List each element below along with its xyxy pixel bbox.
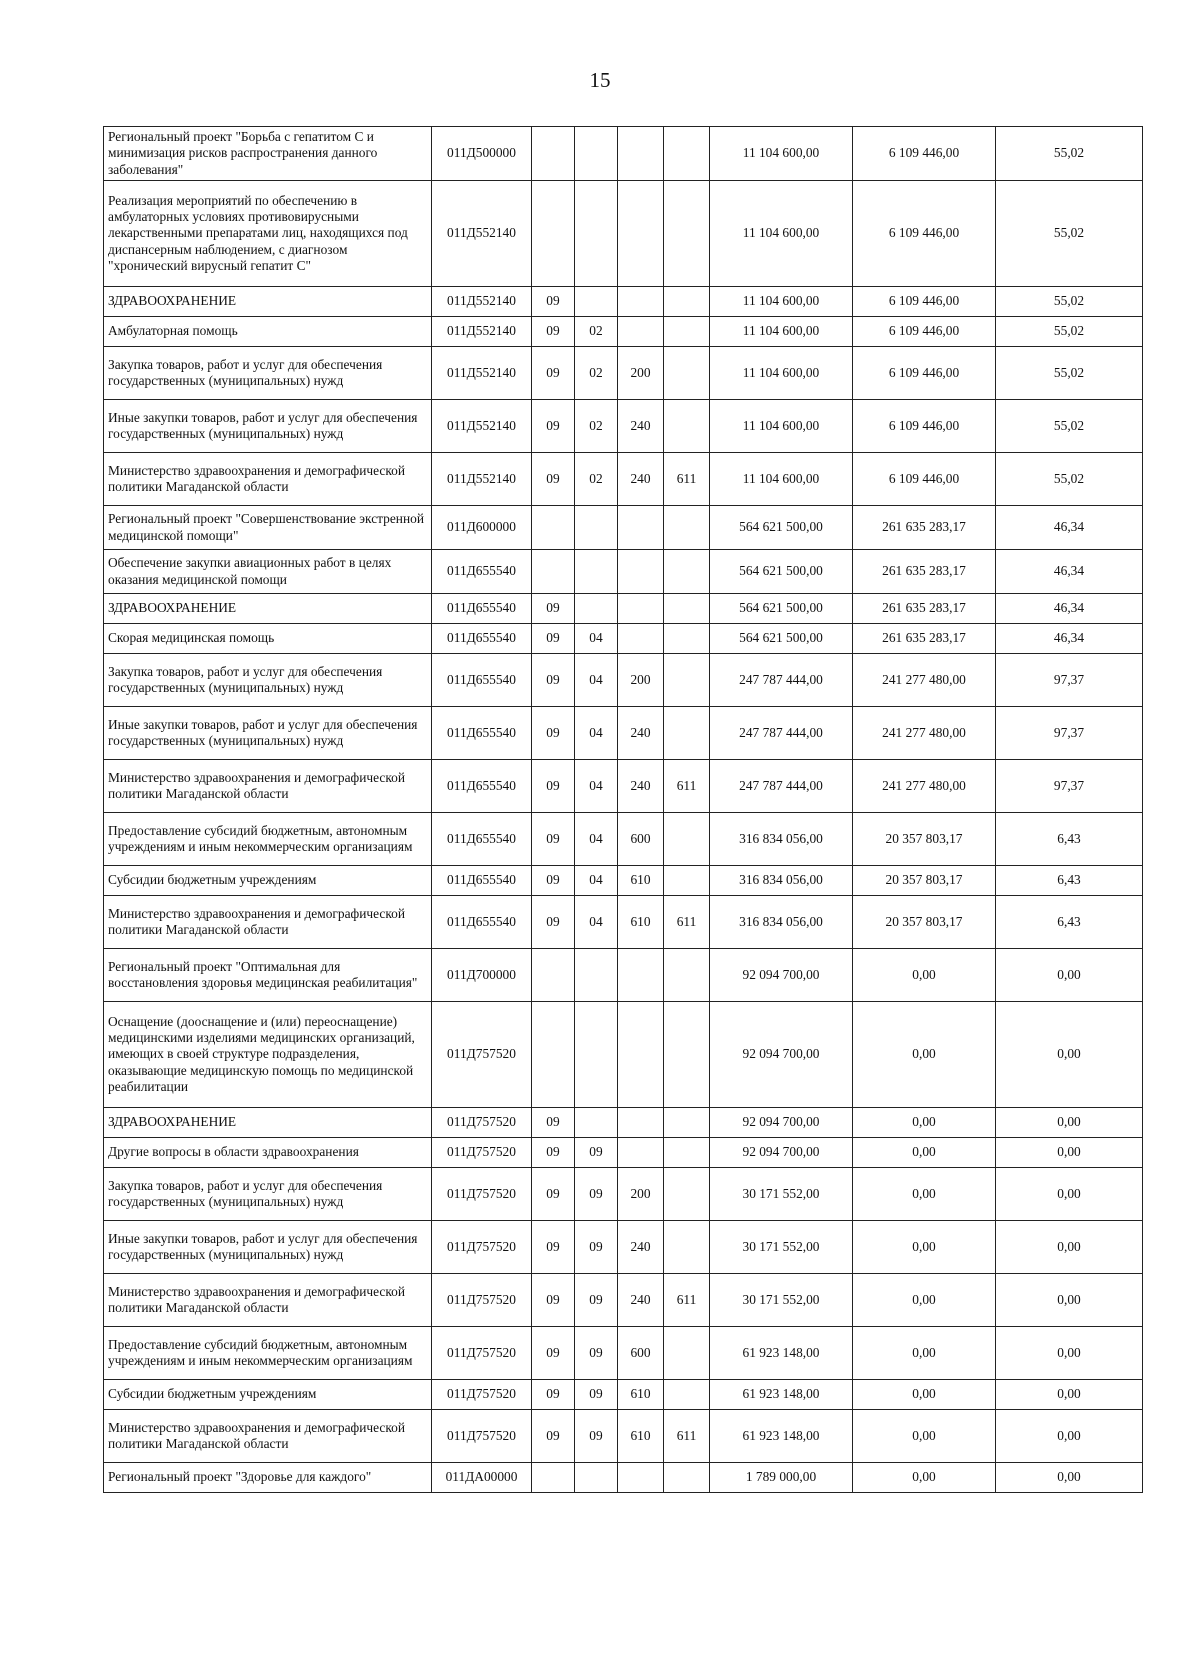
row-admin-code xyxy=(664,813,710,866)
page-number: 15 xyxy=(589,68,611,92)
row-admin-code xyxy=(664,1108,710,1138)
row-target-code: 011Д655540 xyxy=(432,594,532,624)
row-section: 09 xyxy=(532,1380,575,1410)
row-plan-amount: 564 621 500,00 xyxy=(710,550,853,594)
row-percent: 97,37 xyxy=(996,760,1143,813)
row-admin-code xyxy=(664,594,710,624)
row-percent: 97,37 xyxy=(996,707,1143,760)
row-actual-amount: 0,00 xyxy=(853,1108,996,1138)
row-percent: 6,43 xyxy=(996,813,1143,866)
row-subsection xyxy=(575,506,618,550)
row-admin-code xyxy=(664,181,710,287)
row-target-code: 011Д757520 xyxy=(432,1327,532,1380)
table-row xyxy=(104,813,1143,866)
row-plan-amount: 247 787 444,00 xyxy=(710,760,853,813)
row-actual-amount: 261 635 283,17 xyxy=(853,506,996,550)
table-row xyxy=(104,1327,1143,1380)
row-name: Реализация мероприятий по обеспечению в амбулаторных условиях противовирусными лекарственными препаратами лиц, находящихся под диспансерным наблюдением, с диагнозом "хронический вирусный гепатит С" xyxy=(104,181,432,287)
table-row xyxy=(104,181,1143,287)
row-target-code: 011Д757520 xyxy=(432,1108,532,1138)
row-actual-amount: 241 277 480,00 xyxy=(853,760,996,813)
row-target-code: 011Д500000 xyxy=(432,127,532,181)
row-expense-type xyxy=(618,506,664,550)
row-target-code: 011Д757520 xyxy=(432,1221,532,1274)
row-section: 09 xyxy=(532,1108,575,1138)
row-plan-amount: 30 171 552,00 xyxy=(710,1274,853,1327)
row-percent: 0,00 xyxy=(996,1168,1143,1221)
row-actual-amount: 0,00 xyxy=(853,1168,996,1221)
row-percent: 97,37 xyxy=(996,654,1143,707)
row-admin-code xyxy=(664,624,710,654)
row-section xyxy=(532,506,575,550)
row-section xyxy=(532,1463,575,1493)
row-percent: 0,00 xyxy=(996,1463,1143,1493)
row-admin-code xyxy=(664,1327,710,1380)
table-row xyxy=(104,594,1143,624)
row-name: Предоставление субсидий бюджетным, автономным учреждениям и иным некоммерческим организациям xyxy=(104,813,432,866)
row-expense-type xyxy=(618,1108,664,1138)
row-subsection xyxy=(575,181,618,287)
row-section: 09 xyxy=(532,1327,575,1380)
row-actual-amount: 0,00 xyxy=(853,1327,996,1380)
row-percent: 46,34 xyxy=(996,594,1143,624)
row-expense-type: 240 xyxy=(618,1221,664,1274)
row-admin-code: 611 xyxy=(664,896,710,949)
row-actual-amount: 0,00 xyxy=(853,1380,996,1410)
row-name: Обеспечение закупки авиационных работ в целях оказания медицинской помощи xyxy=(104,550,432,594)
row-expense-type: 240 xyxy=(618,453,664,506)
row-plan-amount: 11 104 600,00 xyxy=(710,453,853,506)
table-row xyxy=(104,949,1143,1002)
row-name: Иные закупки товаров, работ и услуг для обеспечения государственных (муниципальных) нужд xyxy=(104,1221,432,1274)
row-admin-code xyxy=(664,654,710,707)
row-plan-amount: 61 923 148,00 xyxy=(710,1410,853,1463)
row-subsection xyxy=(575,1002,618,1108)
row-percent: 55,02 xyxy=(996,287,1143,317)
row-target-code: 011Д552140 xyxy=(432,347,532,400)
row-actual-amount: 6 109 446,00 xyxy=(853,287,996,317)
row-target-code: 011ДА00000 xyxy=(432,1463,532,1493)
table-row xyxy=(104,400,1143,453)
row-plan-amount: 247 787 444,00 xyxy=(710,707,853,760)
row-actual-amount: 241 277 480,00 xyxy=(853,707,996,760)
row-target-code: 011Д757520 xyxy=(432,1410,532,1463)
row-section: 09 xyxy=(532,594,575,624)
row-percent: 0,00 xyxy=(996,1274,1143,1327)
row-plan-amount: 11 104 600,00 xyxy=(710,181,853,287)
row-plan-amount: 316 834 056,00 xyxy=(710,896,853,949)
row-section: 09 xyxy=(532,453,575,506)
table-row xyxy=(104,624,1143,654)
row-section: 09 xyxy=(532,1221,575,1274)
table-row xyxy=(104,654,1143,707)
row-actual-amount: 20 357 803,17 xyxy=(853,896,996,949)
row-admin-code xyxy=(664,347,710,400)
row-expense-type: 610 xyxy=(618,1380,664,1410)
row-percent: 0,00 xyxy=(996,1410,1143,1463)
row-admin-code xyxy=(664,1463,710,1493)
row-name: Амбулаторная помощь xyxy=(104,317,432,347)
row-actual-amount: 6 109 446,00 xyxy=(853,181,996,287)
row-expense-type xyxy=(618,624,664,654)
row-name: ЗДРАВООХРАНЕНИЕ xyxy=(104,287,432,317)
row-target-code: 011Д655540 xyxy=(432,550,532,594)
row-actual-amount: 6 109 446,00 xyxy=(853,453,996,506)
row-subsection: 02 xyxy=(575,400,618,453)
row-subsection xyxy=(575,1108,618,1138)
row-section: 09 xyxy=(532,1410,575,1463)
row-actual-amount: 0,00 xyxy=(853,1463,996,1493)
row-subsection: 04 xyxy=(575,760,618,813)
table-row xyxy=(104,1002,1143,1108)
row-name: Предоставление субсидий бюджетным, автономным учреждениям и иным некоммерческим организациям xyxy=(104,1327,432,1380)
table-row xyxy=(104,347,1143,400)
row-plan-amount: 11 104 600,00 xyxy=(710,400,853,453)
row-actual-amount: 20 357 803,17 xyxy=(853,866,996,896)
row-actual-amount: 261 635 283,17 xyxy=(853,550,996,594)
row-admin-code xyxy=(664,400,710,453)
row-expense-type: 240 xyxy=(618,707,664,760)
row-actual-amount: 0,00 xyxy=(853,1410,996,1463)
row-subsection: 04 xyxy=(575,813,618,866)
row-admin-code: 611 xyxy=(664,453,710,506)
row-expense-type: 600 xyxy=(618,813,664,866)
table-row xyxy=(104,1168,1143,1221)
row-actual-amount: 0,00 xyxy=(853,1002,996,1108)
table-body xyxy=(104,127,1143,1493)
row-subsection: 02 xyxy=(575,317,618,347)
row-admin-code xyxy=(664,287,710,317)
row-section xyxy=(532,127,575,181)
row-name: Региональный проект "Совершенствование экстренной медицинской помощи" xyxy=(104,506,432,550)
row-percent: 55,02 xyxy=(996,453,1143,506)
row-actual-amount: 6 109 446,00 xyxy=(853,347,996,400)
row-percent: 55,02 xyxy=(996,400,1143,453)
row-actual-amount: 0,00 xyxy=(853,1274,996,1327)
row-percent: 55,02 xyxy=(996,317,1143,347)
row-section: 09 xyxy=(532,813,575,866)
row-section: 09 xyxy=(532,707,575,760)
row-section: 09 xyxy=(532,896,575,949)
table-row xyxy=(104,707,1143,760)
row-percent: 0,00 xyxy=(996,1327,1143,1380)
row-name: Закупка товаров, работ и услуг для обеспечения государственных (муниципальных) нужд xyxy=(104,654,432,707)
row-admin-code xyxy=(664,550,710,594)
row-section: 09 xyxy=(532,654,575,707)
row-percent: 0,00 xyxy=(996,1221,1143,1274)
row-expense-type: 240 xyxy=(618,400,664,453)
row-admin-code xyxy=(664,1221,710,1274)
row-name: ЗДРАВООХРАНЕНИЕ xyxy=(104,594,432,624)
row-expense-type xyxy=(618,127,664,181)
row-subsection: 02 xyxy=(575,347,618,400)
row-target-code: 011Д552140 xyxy=(432,317,532,347)
row-subsection xyxy=(575,594,618,624)
row-section: 09 xyxy=(532,624,575,654)
table-row xyxy=(104,506,1143,550)
row-subsection xyxy=(575,949,618,1002)
row-percent: 46,34 xyxy=(996,550,1143,594)
row-subsection: 09 xyxy=(575,1168,618,1221)
row-percent: 0,00 xyxy=(996,1002,1143,1108)
table-row xyxy=(104,866,1143,896)
row-expense-type xyxy=(618,181,664,287)
row-plan-amount: 316 834 056,00 xyxy=(710,813,853,866)
row-plan-amount: 92 094 700,00 xyxy=(710,1138,853,1168)
row-expense-type: 200 xyxy=(618,654,664,707)
row-expense-type xyxy=(618,317,664,347)
table-row xyxy=(104,1221,1143,1274)
row-name: Субсидии бюджетным учреждениям xyxy=(104,866,432,896)
row-expense-type xyxy=(618,1138,664,1168)
row-percent: 0,00 xyxy=(996,1138,1143,1168)
row-target-code: 011Д552140 xyxy=(432,453,532,506)
table-row xyxy=(104,1274,1143,1327)
row-name: Министерство здравоохранения и демографической политики Магаданской области xyxy=(104,760,432,813)
row-section xyxy=(532,550,575,594)
row-section: 09 xyxy=(532,1274,575,1327)
row-subsection: 04 xyxy=(575,654,618,707)
row-expense-type: 610 xyxy=(618,866,664,896)
row-name: Закупка товаров, работ и услуг для обеспечения государственных (муниципальных) нужд xyxy=(104,1168,432,1221)
row-expense-type xyxy=(618,594,664,624)
row-name: Региональный проект "Здоровье для каждого" xyxy=(104,1463,432,1493)
row-target-code: 011Д757520 xyxy=(432,1002,532,1108)
row-admin-code xyxy=(664,1138,710,1168)
row-name: Субсидии бюджетным учреждениям xyxy=(104,1380,432,1410)
row-target-code: 011Д552140 xyxy=(432,400,532,453)
row-actual-amount: 0,00 xyxy=(853,949,996,1002)
row-target-code: 011Д655540 xyxy=(432,896,532,949)
row-plan-amount: 30 171 552,00 xyxy=(710,1221,853,1274)
row-percent: 6,43 xyxy=(996,896,1143,949)
row-section: 09 xyxy=(532,317,575,347)
row-percent: 0,00 xyxy=(996,1108,1143,1138)
row-actual-amount: 6 109 446,00 xyxy=(853,317,996,347)
row-name: Другие вопросы в области здравоохранения xyxy=(104,1138,432,1168)
row-plan-amount: 11 104 600,00 xyxy=(710,317,853,347)
row-target-code: 011Д655540 xyxy=(432,866,532,896)
row-section: 09 xyxy=(532,287,575,317)
row-admin-code xyxy=(664,506,710,550)
row-expense-type: 240 xyxy=(618,760,664,813)
row-section: 09 xyxy=(532,1168,575,1221)
row-name: Министерство здравоохранения и демографической политики Магаданской области xyxy=(104,453,432,506)
row-admin-code xyxy=(664,866,710,896)
row-target-code: 011Д655540 xyxy=(432,707,532,760)
row-expense-type: 610 xyxy=(618,896,664,949)
row-actual-amount: 261 635 283,17 xyxy=(853,594,996,624)
table-row xyxy=(104,550,1143,594)
row-target-code: 011Д552140 xyxy=(432,287,532,317)
row-expense-type xyxy=(618,287,664,317)
row-actual-amount: 241 277 480,00 xyxy=(853,654,996,707)
row-expense-type: 240 xyxy=(618,1274,664,1327)
row-admin-code: 611 xyxy=(664,760,710,813)
row-name: Скорая медицинская помощь xyxy=(104,624,432,654)
row-plan-amount: 61 923 148,00 xyxy=(710,1327,853,1380)
row-plan-amount: 564 621 500,00 xyxy=(710,506,853,550)
row-admin-code xyxy=(664,317,710,347)
row-subsection: 09 xyxy=(575,1380,618,1410)
row-actual-amount: 261 635 283,17 xyxy=(853,624,996,654)
row-name: Министерство здравоохранения и демографической политики Магаданской области xyxy=(104,896,432,949)
row-section xyxy=(532,181,575,287)
row-plan-amount: 61 923 148,00 xyxy=(710,1380,853,1410)
row-percent: 6,43 xyxy=(996,866,1143,896)
row-admin-code xyxy=(664,1380,710,1410)
table-row xyxy=(104,1410,1143,1463)
row-target-code: 011Д700000 xyxy=(432,949,532,1002)
row-plan-amount: 92 094 700,00 xyxy=(710,949,853,1002)
row-expense-type: 200 xyxy=(618,347,664,400)
row-plan-amount: 1 789 000,00 xyxy=(710,1463,853,1493)
row-plan-amount: 11 104 600,00 xyxy=(710,287,853,317)
row-target-code: 011Д600000 xyxy=(432,506,532,550)
row-actual-amount: 6 109 446,00 xyxy=(853,127,996,181)
row-plan-amount: 564 621 500,00 xyxy=(710,594,853,624)
table-row xyxy=(104,1108,1143,1138)
row-actual-amount: 0,00 xyxy=(853,1138,996,1168)
row-target-code: 011Д757520 xyxy=(432,1274,532,1327)
row-subsection: 04 xyxy=(575,866,618,896)
table-row xyxy=(104,1380,1143,1410)
row-percent: 0,00 xyxy=(996,949,1143,1002)
row-expense-type: 200 xyxy=(618,1168,664,1221)
row-plan-amount: 11 104 600,00 xyxy=(710,127,853,181)
row-name: Закупка товаров, работ и услуг для обеспечения государственных (муниципальных) нужд xyxy=(104,347,432,400)
row-subsection: 09 xyxy=(575,1274,618,1327)
row-target-code: 011Д757520 xyxy=(432,1380,532,1410)
row-name: Иные закупки товаров, работ и услуг для обеспечения государственных (муниципальных) нужд xyxy=(104,400,432,453)
row-expense-type xyxy=(618,1002,664,1108)
table-row xyxy=(104,287,1143,317)
row-name: Министерство здравоохранения и демографической политики Магаданской области xyxy=(104,1274,432,1327)
row-target-code: 011Д655540 xyxy=(432,813,532,866)
row-name: Региональный проект "Борьба с гепатитом С и минимизация рисков распространения данного заболевания" xyxy=(104,127,432,181)
row-percent: 55,02 xyxy=(996,347,1143,400)
table-row xyxy=(104,317,1143,347)
row-name: Министерство здравоохранения и демографической политики Магаданской области xyxy=(104,1410,432,1463)
row-admin-code xyxy=(664,707,710,760)
row-section: 09 xyxy=(532,760,575,813)
row-section xyxy=(532,949,575,1002)
row-plan-amount: 316 834 056,00 xyxy=(710,866,853,896)
budget-table xyxy=(103,126,1143,1493)
row-expense-type xyxy=(618,949,664,1002)
row-plan-amount: 30 171 552,00 xyxy=(710,1168,853,1221)
table-row xyxy=(104,896,1143,949)
row-admin-code xyxy=(664,1168,710,1221)
row-subsection: 04 xyxy=(575,707,618,760)
row-admin-code xyxy=(664,949,710,1002)
row-actual-amount: 6 109 446,00 xyxy=(853,400,996,453)
row-subsection: 09 xyxy=(575,1327,618,1380)
row-plan-amount: 11 104 600,00 xyxy=(710,347,853,400)
row-name: Иные закупки товаров, работ и услуг для обеспечения государственных (муниципальных) нужд xyxy=(104,707,432,760)
row-admin-code xyxy=(664,127,710,181)
row-percent: 46,34 xyxy=(996,506,1143,550)
table-row xyxy=(104,1138,1143,1168)
row-subsection xyxy=(575,1463,618,1493)
row-target-code: 011Д757520 xyxy=(432,1138,532,1168)
row-actual-amount: 20 357 803,17 xyxy=(853,813,996,866)
row-target-code: 011Д552140 xyxy=(432,181,532,287)
row-expense-type xyxy=(618,550,664,594)
row-actual-amount: 0,00 xyxy=(853,1221,996,1274)
row-expense-type: 610 xyxy=(618,1410,664,1463)
row-target-code: 011Д757520 xyxy=(432,1168,532,1221)
row-plan-amount: 92 094 700,00 xyxy=(710,1108,853,1138)
row-percent: 55,02 xyxy=(996,127,1143,181)
table-row xyxy=(104,453,1143,506)
row-subsection: 09 xyxy=(575,1138,618,1168)
row-subsection: 04 xyxy=(575,896,618,949)
row-name: ЗДРАВООХРАНЕНИЕ xyxy=(104,1108,432,1138)
table-row xyxy=(104,760,1143,813)
row-section xyxy=(532,1002,575,1108)
row-subsection: 09 xyxy=(575,1410,618,1463)
row-admin-code xyxy=(664,1002,710,1108)
row-target-code: 011Д655540 xyxy=(432,654,532,707)
row-target-code: 011Д655540 xyxy=(432,624,532,654)
row-subsection: 04 xyxy=(575,624,618,654)
table-row xyxy=(104,127,1143,181)
row-plan-amount: 92 094 700,00 xyxy=(710,1002,853,1108)
row-subsection: 02 xyxy=(575,453,618,506)
row-section: 09 xyxy=(532,400,575,453)
row-percent: 55,02 xyxy=(996,181,1143,287)
row-section: 09 xyxy=(532,1138,575,1168)
row-section: 09 xyxy=(532,866,575,896)
row-name: Региональный проект "Оптимальная для восстановления здоровья медицинская реабилитация" xyxy=(104,949,432,1002)
table-row xyxy=(104,1463,1143,1493)
row-subsection xyxy=(575,127,618,181)
row-percent: 0,00 xyxy=(996,1380,1143,1410)
row-subsection: 09 xyxy=(575,1221,618,1274)
row-admin-code: 611 xyxy=(664,1274,710,1327)
row-expense-type: 600 xyxy=(618,1327,664,1380)
row-subsection xyxy=(575,287,618,317)
row-percent: 46,34 xyxy=(996,624,1143,654)
row-subsection xyxy=(575,550,618,594)
row-plan-amount: 247 787 444,00 xyxy=(710,654,853,707)
row-section: 09 xyxy=(532,347,575,400)
row-admin-code: 611 xyxy=(664,1410,710,1463)
row-plan-amount: 564 621 500,00 xyxy=(710,624,853,654)
row-target-code: 011Д655540 xyxy=(432,760,532,813)
row-name: Оснащение (дооснащение и (или) переоснащение) медицинскими изделиями медицинских организаций, имеющих в своей структуре подразделения, оказывающие медицинскую помощь по медицинской реабилитации xyxy=(104,1002,432,1108)
row-expense-type xyxy=(618,1463,664,1493)
